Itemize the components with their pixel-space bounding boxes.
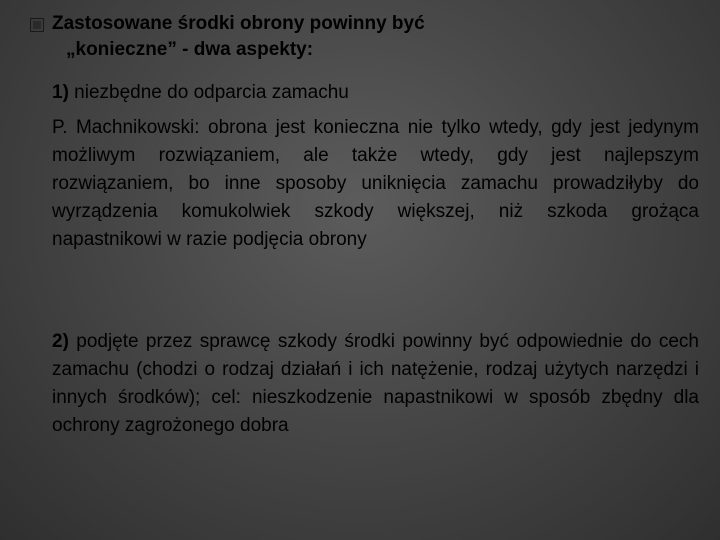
item-1-text: niezbędne do odparcia zamachu: [68, 82, 349, 103]
item-2-text: podjęte przez sprawcę szkody środki powinny być odpowiednie do cech zamachu (chodzi o rodzaj działań i ich natężenie, rodzaj użytych narzędzi i innych środków); cel: nieszkodzenie napastnikowi w sposób zbędny dla ochrony zagrożonego dobra: [52, 331, 699, 436]
heading-line-2: „konieczne” - dwa aspekty:: [66, 39, 314, 60]
item-2-number: 2): [52, 331, 69, 352]
slide-heading: [52, 11, 692, 63]
paragraph-machnikowski: P. Machnikowski: obrona jest konieczna nie tylko wtedy, gdy jest jedynym możliwym rozwiązaniem, ale także wtedy, gdy jest najlepszym rozwiązaniem, bo inne sposoby uniknięcia zamachu prowadziłyby do wyrządzenia komukolwiek szkody większej, niż szkoda grożąca napastnikowi w razie podjęcia obrony: [52, 117, 699, 250]
item-1-number: 1): [52, 82, 69, 103]
square-bullet-icon: [30, 18, 44, 32]
item-1: [52, 80, 702, 106]
item-2: [52, 328, 699, 440]
heading-line-1: Zastosowane środki obrony powinny być: [52, 13, 425, 34]
